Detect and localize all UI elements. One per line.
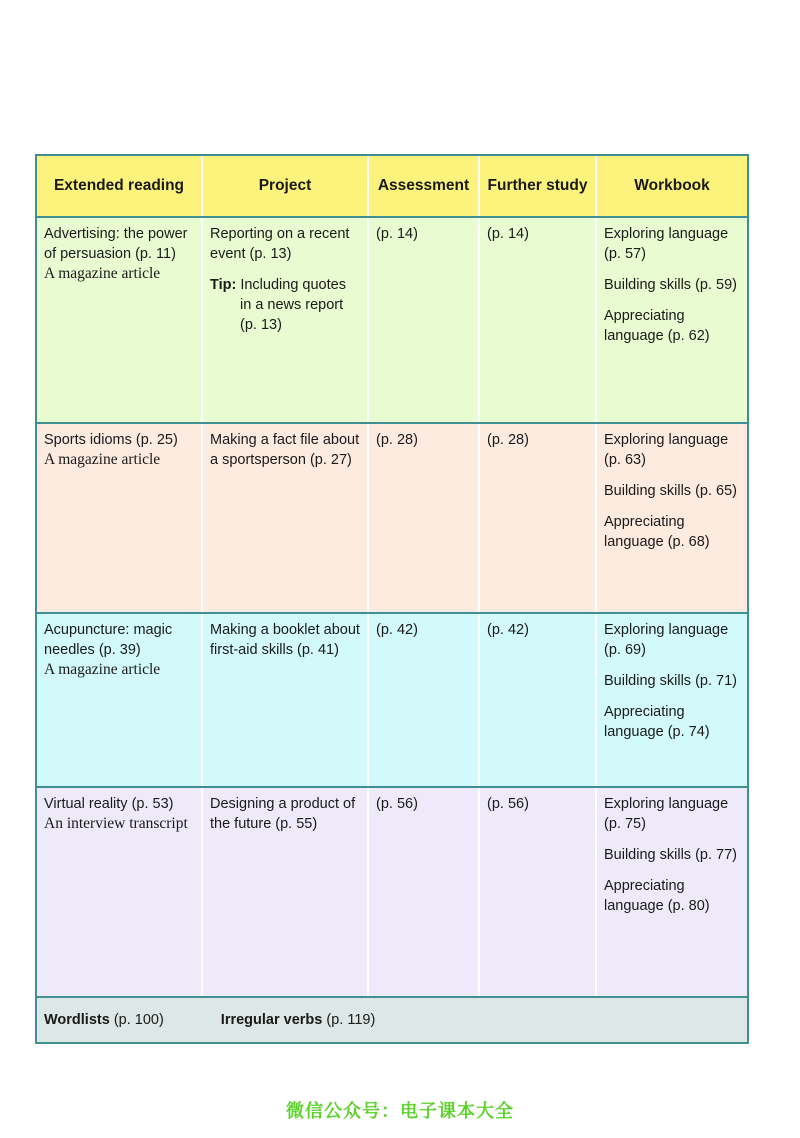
contents-table: [35, 154, 749, 1044]
workbook-cell: [595, 424, 747, 612]
workbook-item: Exploring language (p. 63): [604, 432, 729, 468]
further-study-cell: (p. 28): [478, 424, 595, 612]
reading-type: An interview transcript: [44, 815, 188, 832]
assessment-cell: (p. 42): [367, 614, 478, 786]
wordlists-page: (p. 100): [109, 1012, 164, 1028]
workbook-item: Exploring language (p. 57): [604, 226, 729, 262]
tip-label: Tip:: [210, 277, 237, 293]
irregular-verbs-page: (p. 119): [322, 1012, 376, 1028]
workbook-item: Appreciating language (p. 74): [604, 704, 710, 740]
workbook-item: Appreciating language (p. 62): [604, 308, 710, 344]
header-extended-reading: Extended reading: [53, 177, 185, 194]
assessment-cell: (p. 14): [367, 218, 478, 422]
table-row: [37, 786, 747, 996]
table-header: [37, 156, 747, 216]
workbook-cell: [595, 218, 747, 422]
extended-reading-cell: [37, 424, 201, 612]
workbook-item: Building skills (p. 71): [604, 673, 737, 689]
extended-reading-cell: [37, 614, 201, 786]
project-title: Reporting on a recent event (p. 13): [210, 226, 350, 262]
header-project: Project: [201, 156, 367, 216]
extended-reading-cell: [37, 788, 201, 996]
extended-reading-cell: [37, 218, 201, 422]
project-tip: [210, 275, 360, 335]
workbook-cell: [595, 614, 747, 786]
further-study-cell: (p. 56): [478, 788, 595, 996]
project-cell: [201, 788, 367, 996]
workbook-item: Appreciating language (p. 68): [604, 514, 710, 550]
reading-type: A magazine article: [44, 451, 161, 468]
assessment-cell: (p. 56): [367, 788, 478, 996]
workbook-item: Appreciating language (p. 80): [604, 878, 710, 914]
reading-title: Sports idioms (p. 25): [44, 432, 178, 448]
irregular-verbs-entry: [221, 1012, 376, 1028]
workbook-item: Exploring language (p. 69): [604, 622, 729, 658]
wordlists-entry: [44, 1012, 164, 1028]
reading-title: Advertising: the power of persuasion (p. 11): [44, 226, 188, 262]
project-title: Designing a product of the future (p. 55): [210, 796, 356, 832]
project-title: Making a booklet about first-aid skills (p. 41): [210, 622, 360, 658]
table-row: [37, 422, 747, 612]
reading-type: A magazine article: [44, 265, 161, 282]
assessment-cell: (p. 28): [367, 424, 478, 612]
project-cell: [201, 218, 367, 422]
header-further-study: Further study: [478, 156, 595, 216]
reading-title: Acupuncture: magic needles (p. 39): [44, 622, 173, 658]
further-study-cell: (p. 14): [478, 218, 595, 422]
project-title: Making a fact file about a sportsperson (p. 27): [210, 432, 360, 468]
tip-text: Including quotes in a news report (p. 13): [240, 277, 346, 333]
workbook-cell: [595, 788, 747, 996]
header-workbook: Workbook: [595, 156, 747, 216]
table-footer: [37, 996, 747, 1042]
irregular-verbs-label: Irregular verbs: [220, 1012, 323, 1028]
workbook-item: Building skills (p. 59): [604, 277, 737, 293]
project-cell: [201, 424, 367, 612]
workbook-item: Building skills (p. 77): [604, 847, 737, 863]
reading-type: A magazine article: [44, 661, 161, 678]
table-row: [37, 612, 747, 786]
reading-title: Virtual reality (p. 53): [44, 796, 174, 812]
header-assessment: Assessment: [367, 156, 478, 216]
workbook-item: Exploring language (p. 75): [604, 796, 729, 832]
project-cell: [201, 614, 367, 786]
table-row: [37, 216, 747, 422]
further-study-cell: (p. 42): [478, 614, 595, 786]
workbook-item: Building skills (p. 65): [604, 483, 737, 499]
wordlists-label: Wordlists: [44, 1012, 110, 1028]
watermark-text: 微信公众号：电子课本大全: [286, 1101, 514, 1122]
